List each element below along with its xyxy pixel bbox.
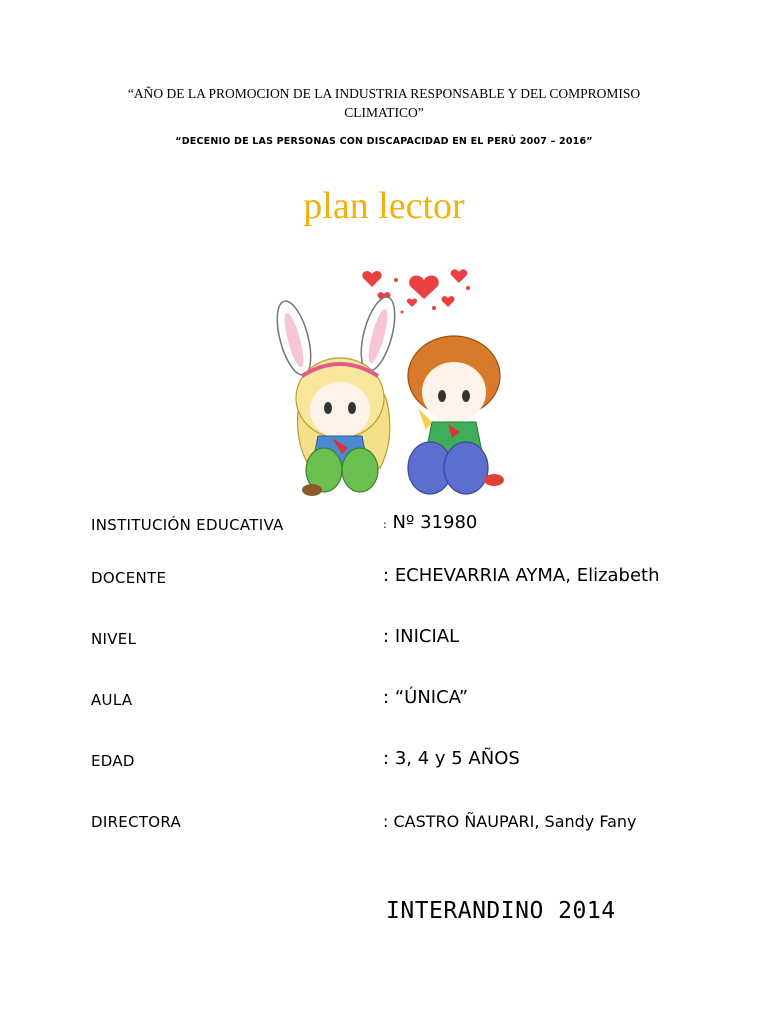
field-row-aula <box>91 687 731 711</box>
field-label: DIRECTORA <box>91 813 182 831</box>
footer-location-year: INTERANDINO 2014 <box>386 898 616 924</box>
field-value: : CASTRO ÑAUPARI, Sandy Fany <box>383 812 637 831</box>
field-label: EDAD <box>91 752 135 770</box>
header-line-2: “DECENIO DE LAS PERSONAS CON DISCAPACIDAD EN EL PERÚ 2007 – 2016” <box>175 136 593 147</box>
children-with-hearts-illustration <box>272 268 528 498</box>
field-row-directora <box>91 809 731 833</box>
field-row-edad <box>91 748 731 772</box>
header-line-1: “AÑO DE LA PROMOCION DE LA INDUSTRIA RESPONSABLE Y DEL COMPROMISO CLIMATICO” <box>127 86 641 120</box>
field-label: INSTITUCIÓN EDUCATIVA <box>91 516 284 534</box>
field-value: : “ÚNICA” <box>383 687 469 708</box>
field-label: AULA <box>91 691 133 709</box>
field-label: DOCENTE <box>91 569 167 587</box>
field-value: : Nº 31980 <box>383 512 478 533</box>
document-title: plan lector <box>303 185 465 227</box>
field-row-docente <box>91 565 731 589</box>
field-value: : ECHEVARRIA AYMA, Elizabeth <box>383 565 660 586</box>
field-label: NIVEL <box>91 630 137 648</box>
field-value: : 3, 4 y 5 AÑOS <box>383 748 520 769</box>
field-row-nivel <box>91 626 731 650</box>
field-value: : INICIAL <box>383 626 460 647</box>
field-row-institucion <box>91 512 731 536</box>
